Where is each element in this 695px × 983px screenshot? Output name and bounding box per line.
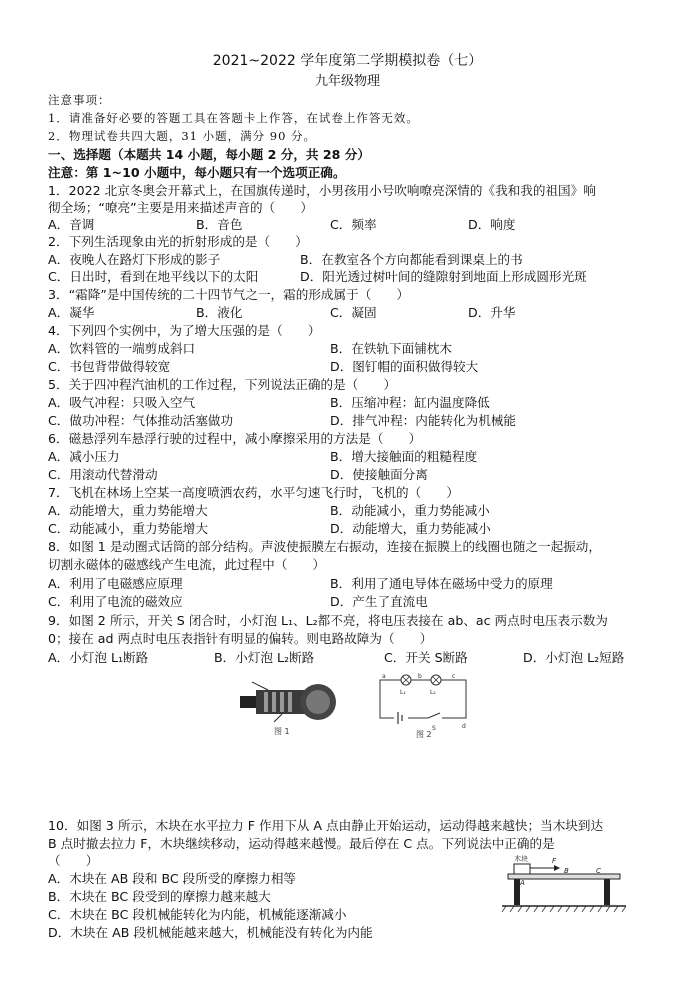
option: C．利用了电流的磁效应 bbox=[48, 594, 183, 609]
option: A．吸气冲程：只吸入空气 bbox=[48, 395, 196, 410]
question-1-stem: 彻全场；“嘹亮”主要是用来描述声音的（ ） bbox=[48, 200, 313, 215]
question-9-stem: 0；接在 ad 两点时电压表指针有明显的偏转。则电路故障为（ ） bbox=[48, 631, 433, 646]
option: A．小灯泡 L₁断路 bbox=[48, 650, 149, 665]
question-10-stem: 10．如图 3 所示，木块在水平拉力 F 作用下从 A 点由静止开始运动，运动得越来越快；当木块到达 bbox=[48, 818, 604, 833]
question-3-stem: 3．“霜降”是中国传统的二十四节气之一，霜的形成属于（ ） bbox=[48, 287, 410, 302]
question-7-stem: 7．飞机在林场上空某一高度喷洒农药，水平匀速飞行时，飞机的（ ） bbox=[48, 485, 460, 500]
option: B．增大接触面的粗糙程度 bbox=[330, 449, 478, 464]
option: B．在铁轨下面铺枕木 bbox=[330, 341, 452, 356]
question-8-stem: 切割永磁体的磁感线产生电流，此过程中（ ） bbox=[48, 557, 326, 572]
question-9-stem: 9．如图 2 所示，开关 S 闭合时，小灯泡 L₁、L₂都不亮，将电压表接在 ab、ac 两点时电压表示数为 bbox=[48, 613, 608, 628]
figure-3-block-on-table bbox=[500, 852, 628, 916]
option: C．频率 bbox=[330, 217, 377, 232]
section-heading: 一、选择题（本题共 14 小题，每小题 2 分，共 28 分） bbox=[48, 147, 370, 162]
note-item: 2．物理试卷共四大题，31 小题，满分 90 分。 bbox=[48, 129, 317, 143]
svg-text:S: S bbox=[432, 725, 436, 732]
question-10-stem: （ ） bbox=[48, 853, 99, 868]
option: D．使接触面分离 bbox=[330, 467, 428, 482]
question-5-stem: 5．关于四冲程汽油机的工作过程，下列说法正确的是（ ） bbox=[48, 377, 397, 392]
option: A．减小压力 bbox=[48, 449, 120, 464]
section-note: 注意：第 1~10 小题中，每小题只有一个选项正确。 bbox=[48, 165, 346, 180]
exam-subtitle: 九年级物理 bbox=[314, 74, 380, 89]
question-4-stem: 4．下列四个实例中，为了增大压强的是（ ） bbox=[48, 323, 321, 338]
svg-text:C: C bbox=[596, 867, 601, 875]
note-item: 1．请准备好必要的答题工具在答题卡上作答，在试卷上作答无效。 bbox=[48, 111, 419, 125]
option: D．升华 bbox=[468, 305, 516, 320]
svg-text:a: a bbox=[382, 673, 386, 680]
option: D．响度 bbox=[468, 217, 516, 232]
option: D．排气冲程：内能转化为机械能 bbox=[330, 413, 517, 428]
circuit-wire bbox=[380, 680, 466, 718]
svg-text:B: B bbox=[564, 867, 569, 875]
question-2-stem: 2．下列生活现象由光的折射形成的是（ ） bbox=[48, 234, 308, 249]
option: A．饮料管的一端剪成斜口 bbox=[48, 341, 196, 356]
option: C．书包背带做得较宽 bbox=[48, 359, 171, 374]
notes-heading: 注意事项： bbox=[48, 93, 111, 107]
svg-text:F: F bbox=[552, 857, 557, 865]
option: D．图钉帽的面积做得较大 bbox=[330, 359, 479, 374]
option: D．阳光透过树叶间的缝隙射到地面上形成圆形光斑 bbox=[300, 269, 587, 284]
table-leg bbox=[604, 879, 610, 905]
question-6-stem: 6．磁悬浮列车悬浮行驶的过程中，减小摩擦采用的方法是（ ） bbox=[48, 431, 422, 446]
question-8-stem: 8．如图 1 是动圈式话筒的部分结构。声波使振膜左右振动，连接在振膜上的线圈也随之一起振动， bbox=[48, 539, 601, 554]
option: A．夜晚人在路灯下形成的影子 bbox=[48, 252, 221, 267]
option: C．开关 S断路 bbox=[384, 650, 468, 665]
option: C．做功冲程：气体推动活塞做功 bbox=[48, 413, 234, 428]
option: B．音色 bbox=[196, 217, 243, 232]
figure-2-caption: 图 2 bbox=[416, 730, 432, 739]
option: C．日出时，看到在地平线以下的太阳 bbox=[48, 269, 259, 284]
svg-text:d: d bbox=[462, 723, 466, 730]
exam-title: 2021~2022 学年度第二学期模拟卷（七） bbox=[212, 53, 483, 69]
figure-1-microphone bbox=[238, 676, 344, 738]
option: C．动能减小，重力势能增大 bbox=[48, 521, 208, 536]
wooden-block bbox=[514, 864, 530, 874]
option: A．凝华 bbox=[48, 305, 95, 320]
svg-text:L₁: L₁ bbox=[400, 689, 406, 696]
option: B．液化 bbox=[196, 305, 243, 320]
option: C．木块在 BC 段机械能转化为内能，机械能逐渐减小 bbox=[48, 907, 347, 922]
option: A．动能增大，重力势能增大 bbox=[48, 503, 208, 518]
svg-text:A: A bbox=[520, 879, 525, 887]
option: D．木块在 AB 段机械能越来越大，机械能没有转化为内能 bbox=[48, 925, 373, 940]
figure-2-circuit bbox=[374, 670, 474, 740]
block-label: 木块 bbox=[514, 855, 528, 863]
question-10-stem: B 点时撤去拉力 F，木块继续移动，运动得越来越慢。最后停在 C 点。下列说法中正确的是 bbox=[48, 836, 555, 851]
option: C．用滚动代替滑动 bbox=[48, 467, 158, 482]
option: B．利用了通电导体在磁场中受力的原理 bbox=[330, 576, 553, 591]
mic-wire-end bbox=[240, 696, 256, 708]
svg-text:b: b bbox=[418, 673, 422, 680]
option: D．小灯泡 L₂短路 bbox=[523, 650, 625, 665]
option: D．动能增大，重力势能减小 bbox=[330, 521, 491, 536]
figure-1-caption: 图 1 bbox=[274, 727, 290, 736]
option: B．动能减小，重力势能减小 bbox=[330, 503, 490, 518]
option: A．音调 bbox=[48, 217, 95, 232]
option: C．凝固 bbox=[330, 305, 377, 320]
option: B．在教室各个方向都能看到课桌上的书 bbox=[300, 252, 523, 267]
svg-text:c: c bbox=[452, 673, 456, 680]
question-1-stem: 1．2022 北京冬奥会开幕式上，在国旗传递时，小男孩用小号吹响嘹亮深情的《我和我的祖国》响 bbox=[48, 183, 596, 198]
option: B．木块在 BC 段受到的摩擦力越来越大 bbox=[48, 889, 271, 904]
option: A．利用了电磁感应原理 bbox=[48, 576, 183, 591]
table-leg bbox=[514, 879, 520, 905]
option: A．木块在 AB 段和 BC 段所受的摩擦力相等 bbox=[48, 871, 297, 886]
svg-text:L₂: L₂ bbox=[430, 689, 436, 696]
option: B．小灯泡 L₂断路 bbox=[214, 650, 315, 665]
option: B．压缩冲程：缸内温度降低 bbox=[330, 395, 490, 410]
option: D．产生了直流电 bbox=[330, 594, 428, 609]
